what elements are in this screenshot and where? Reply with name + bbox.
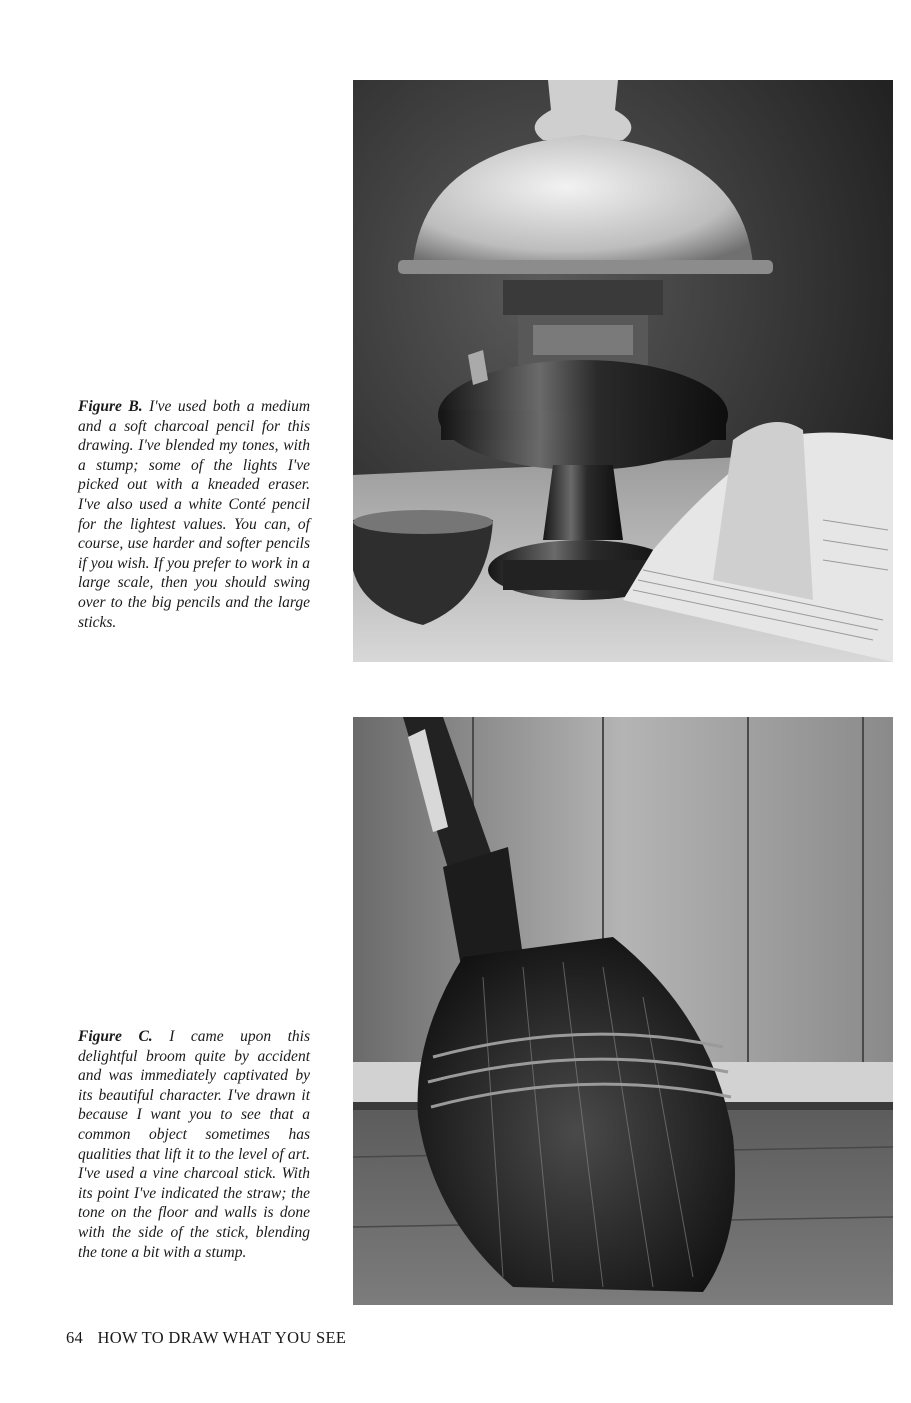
figure-c-caption — [78, 1027, 310, 1262]
lamp-charcoal-drawing — [353, 80, 893, 662]
page-number: 64 — [66, 1328, 84, 1347]
broom-illustration — [353, 717, 893, 1305]
running-title: HOW TO DRAW WHAT YOU SEE — [97, 1328, 347, 1347]
figure-b-text: I've used both a medium and a soft charcoal pencil for this drawing. I've blended my tones, with a stump; some of the lights I've picked out with a kneaded eraser. I've also used a white Conté pencil for the lightest values. You can, of course, use harder and softer pencils if you wish. If you prefer to work in a large scale, then you should swing over to the big pencils and the large sticks. — [78, 398, 311, 631]
lamp-illustration — [353, 80, 893, 662]
broom-charcoal-drawing — [353, 717, 893, 1305]
page-footer — [66, 1328, 346, 1348]
figure-b-caption — [78, 397, 310, 632]
figure-c-label: Figure C. — [78, 1028, 153, 1045]
figure-b-label: Figure B. — [78, 398, 143, 415]
figure-c-text: I came upon this delightful broom quite by accident and was immediately captivated by its beautiful character. I've drawn it because I want you to see that a common object sometimes has qualities that lift it to the level of art. I've used a vine charcoal stick. With its point I've indicated the straw; the tone on the floor and walls is done with the side of the stick, blending the tone a bit with a stump. — [78, 1028, 311, 1261]
